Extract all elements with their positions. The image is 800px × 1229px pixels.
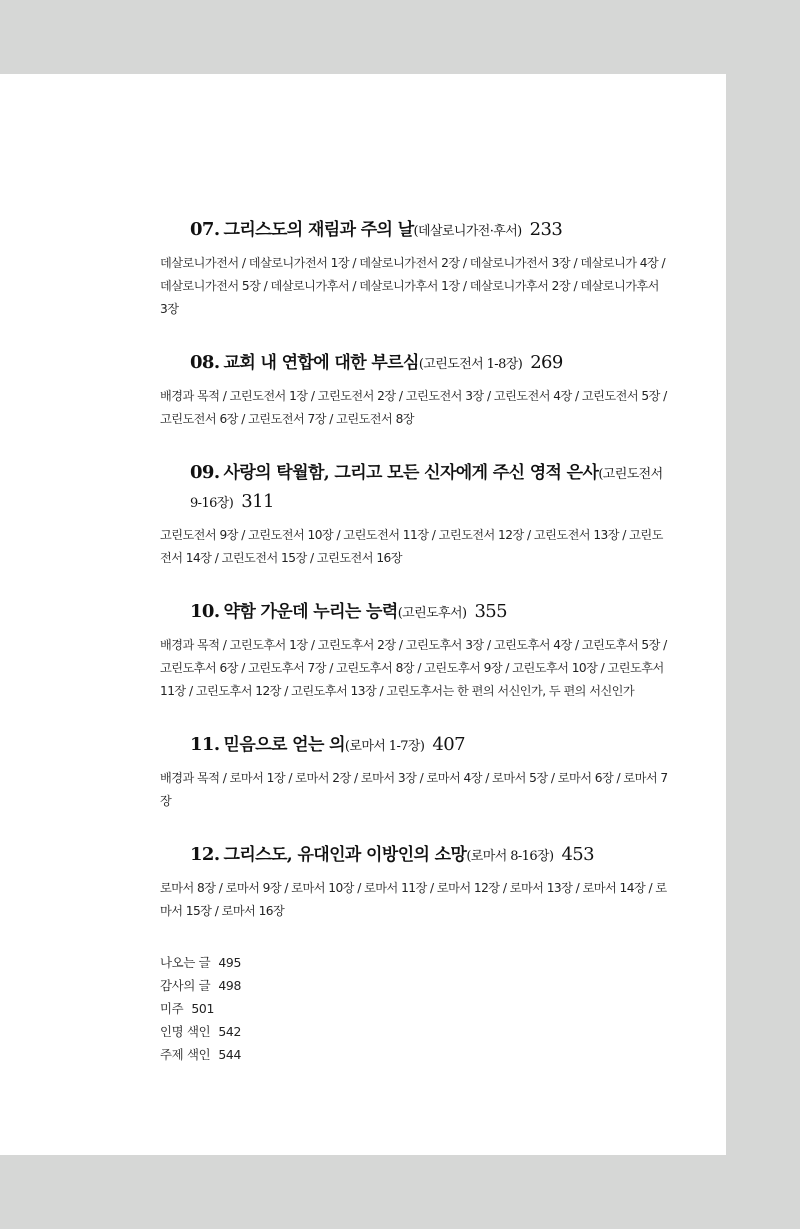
table-of-contents bbox=[160, 216, 668, 1066]
back-matter-page: 498 bbox=[218, 978, 242, 993]
chapter-number: 12. bbox=[190, 844, 220, 865]
chapter-title: 믿음으로 얻는 의 bbox=[223, 735, 345, 755]
chapter-page-number: 407 bbox=[432, 734, 465, 755]
chapter-number: 07. bbox=[190, 219, 220, 240]
back-matter-page: 495 bbox=[218, 955, 242, 970]
back-matter-item bbox=[160, 951, 668, 974]
back-matter-page: 544 bbox=[218, 1047, 242, 1062]
chapter-section-list: 로마서 8장 / 로마서 9장 / 로마서 10장 / 로마서 11장 / 로마서 12장 / 로마서 13장 / 로마서 14장 / 로마서 15장 / 로마서 16장 bbox=[160, 881, 667, 918]
chapter-page-number: 269 bbox=[530, 352, 563, 373]
chapter-section-list: 배경과 목적 / 고린도후서 1장 / 고린도후서 2장 / 고린도후서 3장 / 고린도후서 4장 / 고린도후서 5장 / 고린도후서 6장 / 고린도후서 7장 / 고린도후서 8장 / 고린도후서 9장 / 고린도후서 10장 / 고린도후서 11장 / 고린도후서 12장 / 고린도후서 13장 / 고린도후서는 한 편의 서신인가, 두 편의 서신인가 bbox=[160, 638, 667, 698]
chapter-08 bbox=[160, 349, 668, 431]
chapter-number: 10. bbox=[190, 601, 220, 622]
chapter-heading bbox=[160, 731, 668, 760]
chapter-number: 11. bbox=[190, 734, 220, 755]
chapter-scripture: (데살로니가전·후서) bbox=[413, 224, 522, 239]
chapter-scripture: (고린도후서) bbox=[397, 606, 467, 621]
back-matter-item bbox=[160, 974, 668, 997]
back-matter-item bbox=[160, 997, 668, 1020]
chapter-number: 09. bbox=[190, 462, 220, 483]
back-matter-item bbox=[160, 1020, 668, 1043]
chapter-heading bbox=[160, 459, 668, 517]
back-matter-list bbox=[160, 951, 668, 1066]
chapter-heading bbox=[160, 216, 668, 245]
chapter-scripture: (로마서 8-16장) bbox=[466, 849, 554, 864]
chapter-page-number: 233 bbox=[529, 219, 563, 240]
chapter-section-list: 배경과 목적 / 고린도전서 1장 / 고린도전서 2장 / 고린도전서 3장 / 고린도전서 4장 / 고린도전서 5장 / 고린도전서 6장 / 고린도전서 7장 / 고린도전서 8장 bbox=[160, 389, 667, 426]
back-matter-page: 542 bbox=[218, 1024, 242, 1039]
chapter-title: 약함 가운데 누리는 능력 bbox=[223, 602, 398, 622]
chapter-page-number: 453 bbox=[561, 844, 594, 865]
chapter-section-list: 배경과 목적 / 로마서 1장 / 로마서 2장 / 로마서 3장 / 로마서 4장 / 로마서 5장 / 로마서 6장 / 로마서 7장 bbox=[160, 771, 668, 808]
back-matter-label: 인명 색인 bbox=[160, 1024, 211, 1039]
back-matter-label: 주제 색인 bbox=[160, 1047, 211, 1062]
chapter-heading bbox=[160, 841, 668, 870]
chapter-scripture: (고린도전서 1-8장) bbox=[418, 357, 523, 372]
chapter-page-number: 355 bbox=[474, 601, 507, 622]
back-matter-label: 미주 bbox=[160, 1001, 184, 1016]
chapter-title: 교회 내 연합에 대한 부르심 bbox=[223, 353, 419, 373]
chapter-09 bbox=[160, 459, 668, 570]
chapter-section-list: 고린도전서 9장 / 고린도전서 10장 / 고린도전서 11장 / 고린도전서 12장 / 고린도전서 13장 / 고린도전서 14장 / 고린도전서 15장 / 고린도전서 16장 bbox=[160, 528, 663, 565]
chapter-title: 그리스도, 유대인과 이방인의 소망 bbox=[223, 845, 467, 865]
chapter-07 bbox=[160, 216, 668, 321]
chapter-number: 08. bbox=[190, 352, 220, 373]
chapter-page-number: 311 bbox=[241, 491, 274, 512]
chapter-scripture: (고린도전서 9-16장) bbox=[190, 467, 663, 511]
chapter-10 bbox=[160, 598, 668, 703]
chapter-11 bbox=[160, 731, 668, 813]
chapter-section-list: 데살로니가전서 / 데살로니가전서 1장 / 데살로니가전서 2장 / 데살로니가전서 3장 / 데살로니가 4장 / 데살로니가전서 5장 / 데살로니가후서 / 데살로니가후서 1장 / 데살로니가후서 2장 / 데살로니가후서 3장 bbox=[160, 256, 666, 316]
back-matter-item bbox=[160, 1043, 668, 1066]
chapter-scripture: (로마서 1-7장) bbox=[344, 739, 425, 754]
chapter-heading bbox=[160, 349, 668, 378]
back-matter-label: 나오는 글 bbox=[160, 955, 211, 970]
chapter-heading bbox=[160, 598, 668, 627]
chapter-title: 사랑의 탁월함, 그리고 모든 신자에게 주신 영적 은사 bbox=[223, 463, 599, 483]
chapter-12 bbox=[160, 841, 668, 923]
back-matter-page: 501 bbox=[191, 1001, 215, 1016]
back-matter-label: 감사의 글 bbox=[160, 978, 211, 993]
book-page bbox=[0, 74, 726, 1155]
chapter-title: 그리스도의 재림과 주의 날 bbox=[223, 220, 414, 240]
